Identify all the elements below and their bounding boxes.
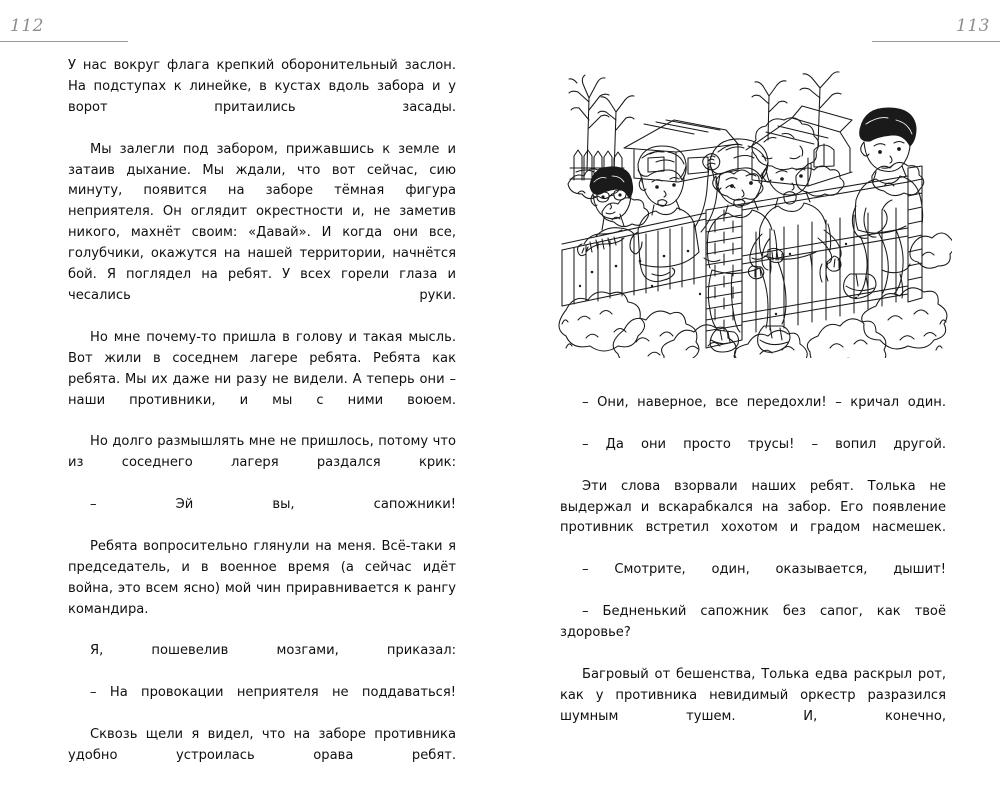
tree-right-group: [752, 72, 841, 146]
paragraph: Сквозь щели я видел, что на заборе противника удобно устроилась орава ребят.: [68, 727, 456, 763]
paragraph: Мы залегли под забором, прижавшись к земле и затаив дыхание. Мы ждали, что вот сейчас, сию минуту, появится на заборе тёмная фигура неприятеля. Он оглядит окрестности и, не заметив никого, махнёт своим: «Давай». И когда они все, голубчики, окажутся на нашей территории, начнётся бой. Я поглядел на ребят. У всех горели глаза и чесались руки.: [68, 141, 456, 303]
paragraph: У нас вокруг флага крепкий оборонительный заслон. На подступах к линейке, в кустах вдоль забора и у ворот притаились засады.: [68, 58, 456, 115]
paragraph-dialogue: – Да они просто трусы! – вопил другой.: [582, 436, 946, 452]
paragraph: Я, пошевелив мозгами, приказал:: [90, 643, 456, 659]
house-left: [624, 120, 738, 182]
left-page-text-column: [68, 56, 456, 788]
paragraph-dialogue: – На провокации неприятеля не поддаваться!: [90, 685, 456, 701]
folio-right-page: [872, 14, 1000, 42]
folio-left-page: [0, 14, 128, 42]
paragraph-dialogue: – Бедненький сапожник без сапог, как твоё здоровье?: [560, 604, 946, 640]
boy-with-glasses: [578, 167, 635, 256]
ground-detail: [562, 320, 946, 350]
boy-sitting-on-post: [844, 108, 923, 298]
page-number-right: 113: [956, 16, 990, 36]
paragraph: Багровый от бешенства, Толька едва раскрыл рот, как у противника невидимый оркестр разразился шумным тушем. И, конечно,: [560, 666, 946, 724]
paragraph: Эти слова взорвали наших ребят. Толька не выдержал и вскарабкался на забор. Его появление противник встретил хохотом и градом насмешек.: [560, 478, 946, 536]
right-page-text-column: [560, 393, 946, 748]
boys-sitting-on-fence-illustration: [556, 58, 952, 358]
page-number-left: 112: [10, 16, 44, 36]
paragraph: Но долго размышлять мне не пришлось, потому что из соседнего лагеря раздался крик:: [68, 434, 456, 471]
paragraph: Ребята вопросительно глянули на меня. Всё-таки я председатель, и в военное время (а сейчас идёт война, это всем ясно) мой чин приравнивается к рангу командира.: [68, 538, 456, 617]
folio-rule-left: [0, 41, 128, 42]
folio-rule-right: [872, 41, 1000, 42]
paragraph-dialogue: – Эй вы, сапожники!: [90, 497, 456, 513]
paragraph-dialogue: – Они, наверное, все передохли! – кричал один.: [582, 395, 946, 410]
paragraph-dialogue: – Смотрите, один, оказывается, дышит!: [582, 562, 946, 578]
paragraph: Но мне почему-то пришла в голову и такая мысль. Вот жили в соседнем лагере ребята. Ребята как ребята. Мы их даже ни разу не видели. А теперь они – наши противники, и мы с ними воюем.: [68, 329, 456, 408]
